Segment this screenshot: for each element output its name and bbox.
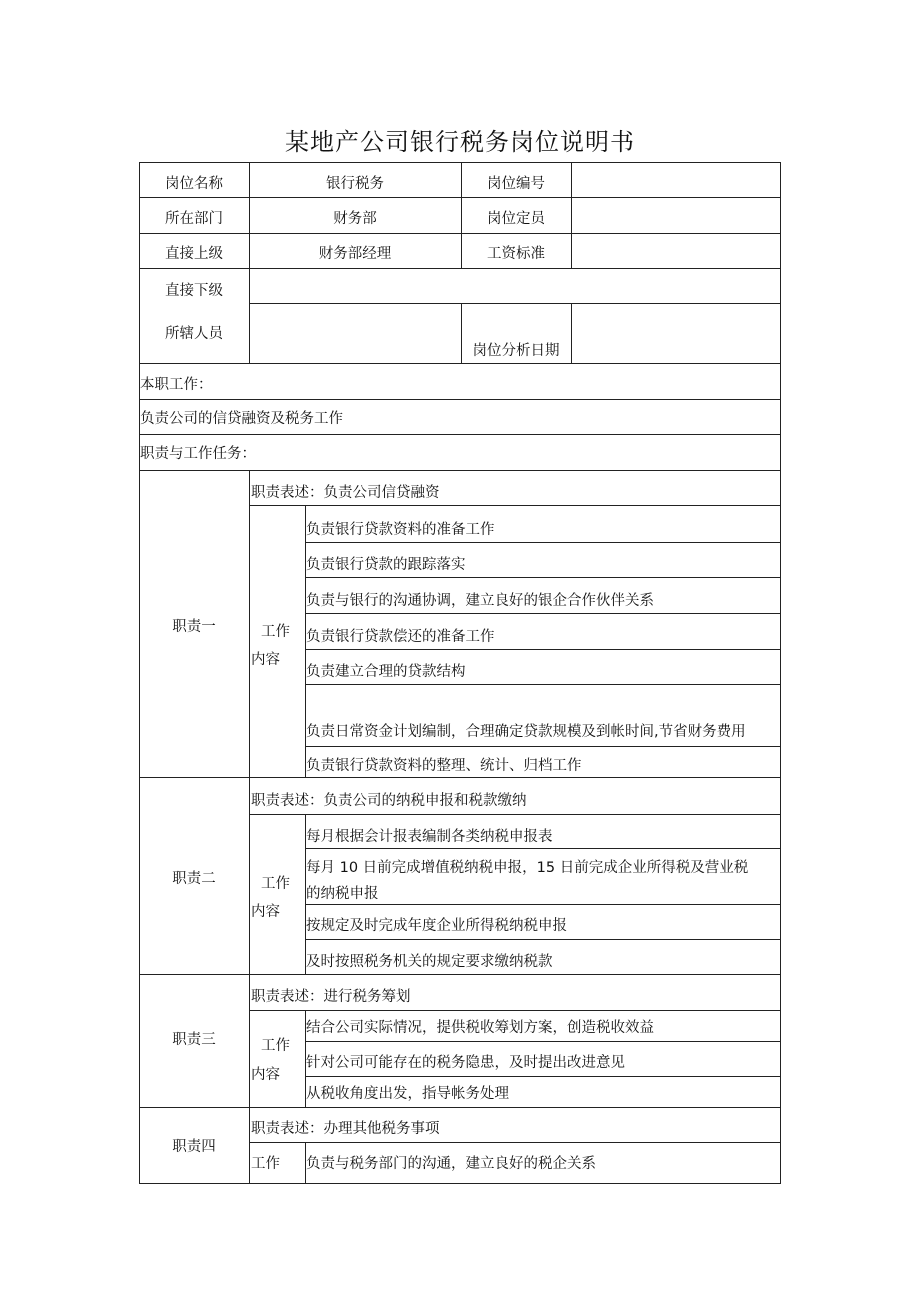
- duty-2-item: 及时按照税务机关的规定要求缴纳税款: [306, 954, 553, 970]
- duty-1-content-label: 内容: [251, 652, 280, 668]
- position-code-label: 岗位编号: [487, 176, 545, 192]
- position-name-value: 银行税务: [326, 176, 384, 192]
- duty-1-item: 负责银行贷款资料的准备工作: [306, 522, 495, 538]
- duty-2-content-label: 工作: [261, 876, 290, 892]
- duty-3-content-label: 内容: [251, 1067, 280, 1083]
- duty-3-name: 职责三: [172, 1032, 216, 1048]
- analysis-date-label: 岗位分析日期: [472, 343, 560, 359]
- main-work-value: 负责公司的信贷融资及税务工作: [140, 411, 343, 427]
- duty-4-content-label: 工作: [251, 1156, 280, 1172]
- document-title: 某地产公司银行税务岗位说明书: [285, 128, 635, 156]
- duty-4-name: 职责四: [172, 1139, 216, 1155]
- duty-3-item: 针对公司可能存在的税务隐患，及时提出改进意见: [306, 1055, 625, 1071]
- main-work-label: 本职工作：: [140, 377, 213, 393]
- duty-3-content-label: 工作: [261, 1038, 290, 1054]
- direct-superior-value: 财务部经理: [318, 246, 392, 262]
- duty-2-item: 的纳税申报: [306, 886, 379, 902]
- duty-1-item: 负责银行贷款偿还的准备工作: [306, 629, 495, 645]
- duty-2-content-label: 内容: [251, 904, 280, 920]
- duty-2-item: 每月根据会计报表编制各类纳税申报表: [306, 829, 553, 845]
- headcount-label: 岗位定员: [487, 211, 545, 227]
- duty-1-item: 负责日常资金计划编制，合理确定贷款规模及到帐时间,节省财务费用: [306, 724, 746, 740]
- duty-1-item: 负责银行贷款的跟踪落实: [306, 557, 466, 573]
- duty-2-item: 每月 10 日前完成增值税纳税申报，15 日前完成企业所得税及营业税: [306, 860, 749, 876]
- duty-3-statement: 职责表述：进行税务筹划: [251, 989, 411, 1005]
- duty-3-item: 从税收角度出发，指导帐务处理: [306, 1086, 509, 1102]
- department-label: 所在部门: [165, 211, 223, 227]
- duty-1-statement: 职责表述：负责公司信贷融资: [251, 485, 440, 501]
- duty-2-statement: 职责表述：负责公司的纳税申报和税款缴纳: [251, 793, 527, 809]
- department-value: 财务部: [333, 211, 377, 227]
- duty-4-item: 负责与税务部门的沟通，建立良好的税企关系: [306, 1156, 596, 1172]
- duty-2-item: 按规定及时完成年度企业所得税纳税申报: [306, 918, 567, 934]
- position-name-label: 岗位名称: [165, 176, 223, 192]
- staff-label: 所辖人员: [165, 326, 223, 342]
- duty-1-item: 负责建立合理的贷款结构: [306, 664, 466, 680]
- duties-label: 职责与工作任务：: [140, 446, 256, 462]
- duty-1-content-label: 工作: [261, 624, 290, 640]
- direct-subordinate-label: 直接下级: [165, 283, 223, 299]
- duty-1-name: 职责一: [172, 619, 216, 635]
- salary-label: 工资标准: [487, 246, 545, 262]
- job-description-table: [139, 162, 781, 1184]
- duty-1-item: 负责银行贷款资料的整理、统计、归档工作: [306, 758, 582, 774]
- direct-superior-label: 直接上级: [165, 246, 223, 262]
- duty-3-item: 结合公司实际情况，提供税收筹划方案，创造税收效益: [306, 1020, 654, 1036]
- duty-4-statement: 职责表述：办理其他税务事项: [251, 1121, 440, 1137]
- duty-1-item: 负责与银行的沟通协调，建立良好的银企合作伙伴关系: [306, 593, 654, 609]
- duty-2-name: 职责二: [172, 871, 216, 887]
